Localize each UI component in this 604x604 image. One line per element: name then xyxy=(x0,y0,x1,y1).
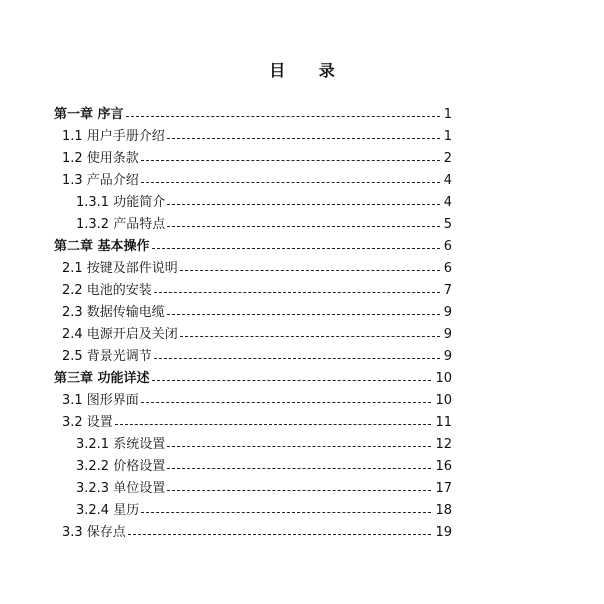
toc-entry-title: 第二章 基本操作 xyxy=(54,239,150,254)
toc-entry-leader xyxy=(141,512,431,513)
toc-entry-title: 3.2.2 价格设置 xyxy=(76,459,166,474)
toc-entry[interactable] xyxy=(62,170,452,192)
toc-entry-page: 9 xyxy=(443,327,452,342)
toc-entry[interactable] xyxy=(62,280,452,302)
toc-entry-leader xyxy=(167,204,440,205)
toc-entry-page: 18 xyxy=(435,503,452,518)
toc-entry-leader xyxy=(128,534,432,535)
toc-entry-leader xyxy=(152,380,432,381)
toc-entry[interactable] xyxy=(62,390,452,412)
toc-entry-title: 3.2 设置 xyxy=(62,415,113,430)
toc-entry[interactable] xyxy=(54,104,452,126)
toc-entry-page: 9 xyxy=(443,305,452,320)
toc-entry[interactable] xyxy=(76,214,452,236)
toc-entry-leader xyxy=(115,424,432,425)
toc-entry-leader xyxy=(154,358,440,359)
toc-entry[interactable] xyxy=(54,236,452,258)
toc-entry-page: 7 xyxy=(443,283,452,298)
toc-entry-page: 1 xyxy=(443,107,452,122)
toc-entry-page: 6 xyxy=(443,239,452,254)
toc-entry-title: 第三章 功能详述 xyxy=(54,371,150,386)
toc-entry-leader xyxy=(141,160,440,161)
toc-entry[interactable] xyxy=(62,324,452,346)
toc-entry-page: 17 xyxy=(435,481,452,496)
toc-entry[interactable] xyxy=(76,500,452,522)
toc-entry-title: 3.2.3 单位设置 xyxy=(76,481,166,496)
toc-entry-page: 11 xyxy=(435,415,452,430)
toc-entry-page: 6 xyxy=(443,261,452,276)
toc-entry-leader xyxy=(152,248,440,249)
toc-entry[interactable] xyxy=(76,192,452,214)
toc-entry-title: 3.2.4 星历 xyxy=(76,503,140,518)
toc-entry-page: 10 xyxy=(435,371,452,386)
toc-entry-title: 1.2 使用条款 xyxy=(62,151,139,166)
toc-entry[interactable] xyxy=(62,412,452,434)
toc-entry-page: 1 xyxy=(443,129,452,144)
toc-entry-leader xyxy=(167,468,431,469)
toc-entry-page: 4 xyxy=(443,173,452,188)
toc-entry-title: 1.3.1 功能简介 xyxy=(76,195,166,210)
toc-entry-leader xyxy=(141,182,440,183)
toc-entry-page: 19 xyxy=(435,525,452,540)
toc-entry[interactable] xyxy=(76,456,452,478)
toc-entry-page: 12 xyxy=(435,437,452,452)
toc-entry-title: 2.2 电池的安装 xyxy=(62,283,152,298)
toc-entry-title: 2.1 按键及部件说明 xyxy=(62,261,178,276)
toc-entry-leader xyxy=(141,402,432,403)
toc-entry-leader xyxy=(167,314,440,315)
toc-entry-page: 4 xyxy=(443,195,452,210)
toc-entry-page: 16 xyxy=(435,459,452,474)
page-title: 目 录 xyxy=(269,61,349,80)
toc-entry[interactable] xyxy=(76,478,452,500)
toc-entry-leader xyxy=(154,292,440,293)
toc-entry-page: 5 xyxy=(443,217,452,232)
toc-entry-leader xyxy=(167,490,431,491)
toc-entry-page: 2 xyxy=(443,151,452,166)
toc-entry-title: 1.3.2 产品特点 xyxy=(76,217,166,232)
toc-entry[interactable] xyxy=(54,368,452,390)
toc-entry[interactable] xyxy=(62,302,452,324)
toc-entry[interactable] xyxy=(76,434,452,456)
toc-entry-leader xyxy=(167,446,431,447)
toc-entry-title: 3.2.1 系统设置 xyxy=(76,437,166,452)
toc-entry-leader xyxy=(126,116,440,117)
toc-entry[interactable] xyxy=(62,126,452,148)
toc-entry-leader xyxy=(167,138,440,139)
toc-entry-title: 1.3 产品介绍 xyxy=(62,173,139,188)
toc-entry[interactable] xyxy=(62,148,452,170)
toc-entry-title: 2.5 背景光调节 xyxy=(62,349,152,364)
toc-entry[interactable] xyxy=(62,346,452,368)
toc-entry-title: 2.4 电源开启及关闭 xyxy=(62,327,178,342)
toc-entry-title: 2.3 数据传输电缆 xyxy=(62,305,165,320)
toc-entry-title: 3.3 保存点 xyxy=(62,525,126,540)
toc-entry-title: 3.1 图形界面 xyxy=(62,393,139,408)
toc-entry-leader xyxy=(180,270,440,271)
toc-entry-page: 10 xyxy=(435,393,452,408)
toc-entry-title: 1.1 用户手册介绍 xyxy=(62,129,165,144)
toc-entry-leader xyxy=(180,336,440,337)
toc-entry-page: 9 xyxy=(443,349,452,364)
toc-entry-leader xyxy=(167,226,440,227)
toc-entry[interactable] xyxy=(62,522,452,544)
toc-entry[interactable] xyxy=(62,258,452,280)
toc-entry-title: 第一章 序言 xyxy=(54,107,124,122)
